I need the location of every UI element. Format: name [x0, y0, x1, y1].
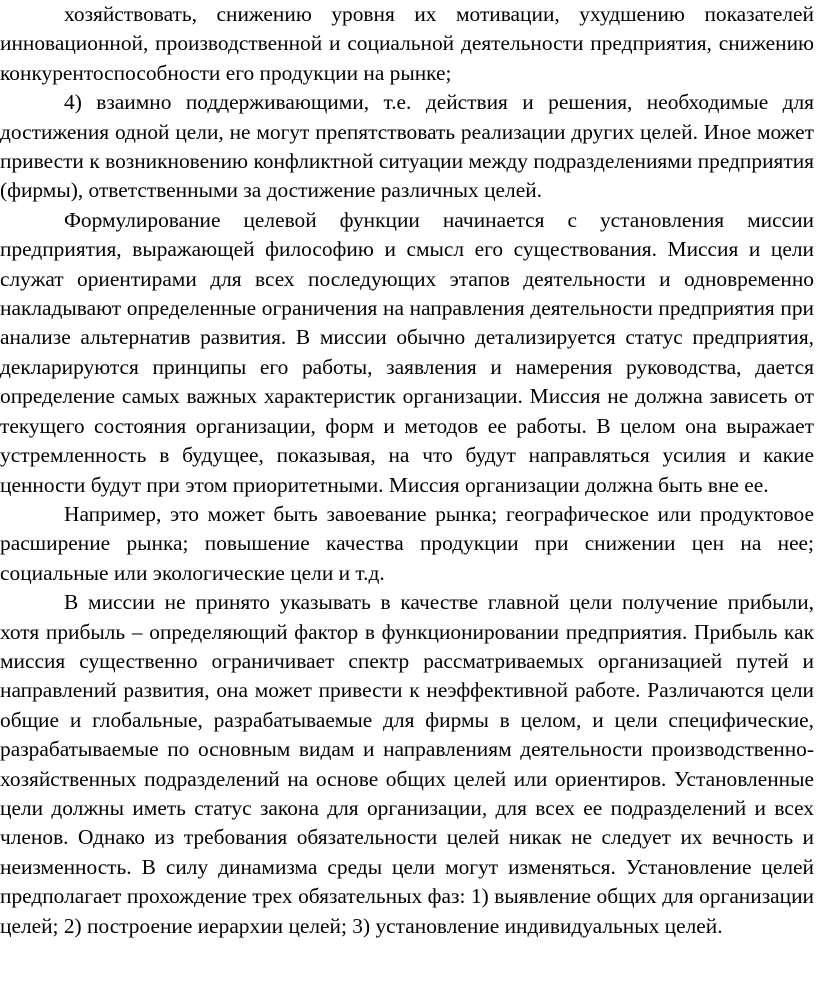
paragraph-motivation-continuation: хозяйствовать, снижению уровня их мотивации, ухудшению показателей инновационной, производственной и социальной деятельности предприятия, снижению конкурентоспособности его продукции на рынке;: [0, 2, 814, 85]
paragraph-mission-examples: Например, это может быть завоевание рынка; географическое или продуктовое расширение рынка; повышение качества продукции при снижении цен на нее; социальные или экологические цели и т.д.: [0, 501, 814, 585]
paragraph-mission-formulation: Формулирование целевой функции начинается с установления миссии предприятия, выражающей философию и смысл его существования. Миссия и цели служат ориентирами для всех последующих этапов деятельности и одновременно накладывают определенные ограничения на направления деятельности предприятия при анализе альтернатив развития. В миссии обычно детализируется статус предприятия, декларируются принципы его работы, заявления и намерения руководства, дается определение самых важных характеристик организации. Миссия не должна зависеть от текущего состояния организации, форм и методов ее работы. В целом она выражает устремленность в будущее, показывая, на что будут направляться усилия и какие ценности будут при этом приоритетными. Миссия организации должна быть вне ее.: [0, 207, 814, 497]
paragraph-mutually-supporting-goals: 4) взаимно поддерживающими, т.е. действия и решения, необходимые для достижения одной цели, не могут препятствовать реализации других целей. Иное может привести к возникновению конфликтной ситуации между подразделениями предприятия (фирмы), ответственными за достижение различных целей.: [0, 90, 814, 203]
paragraph-profit-and-goals: В миссии не принято указывать в качестве главной цели получение прибыли, хотя прибыль – определяющий фактор в функционировании предприятия. Прибыль как миссия существенно ограничивает спектр рассматриваемых организацией путей и направлений развития, она может привести к неэффективной работе. Различаются цели общие и глобальные, разрабатываемые для фирмы в целом, и цели специфические, разрабатываемые по основным видам и направлениям деятельности производственно-хозяйственных подразделений на основе общих целей или ориентиров. Установленные цели должны иметь статус закона для организации, для всех ее подразделений и всех членов. Однако из требования обязательности целей никак не следует их вечность и неизменность. В силу динамизма среды цели могут изменяться. Установление целей предполагает прохождение трех обязательных фаз: 1) выявление общих для организации целей; 2) построение иерархии целей; 3) установление индивидуальных целей.: [0, 590, 814, 938]
